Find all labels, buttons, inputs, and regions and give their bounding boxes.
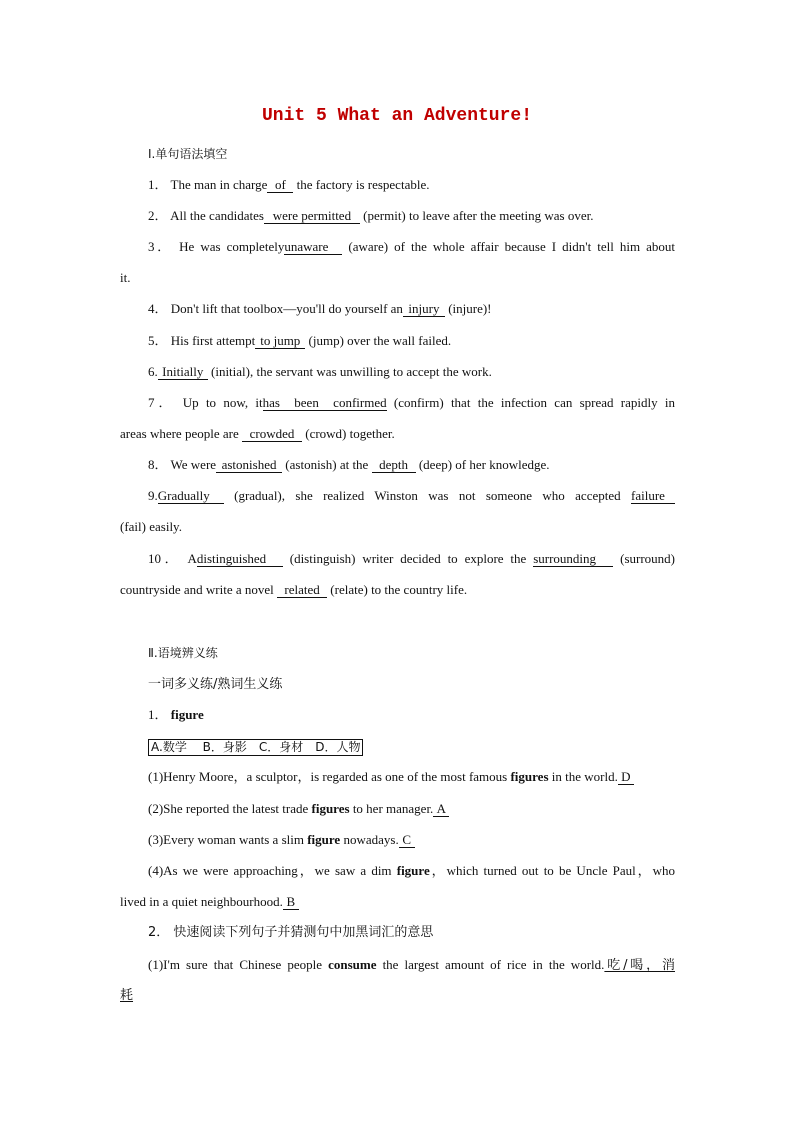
item-text: (jump) over the wall failed. <box>308 333 452 348</box>
exercise-item <box>148 487 675 505</box>
item-text: (permit) to leave after the meeting was over. <box>363 208 594 223</box>
sentence-text: the largest amount of rice in the world. <box>376 957 605 972</box>
sentence-item <box>148 862 675 880</box>
sentence-text: (4)As we were approaching，we saw a dim <box>148 863 397 878</box>
item-continuation: (fail) easily. <box>120 519 182 534</box>
sentence-text: (2)She reported the latest trade <box>148 801 312 816</box>
item-text: (initial), the servant was unwilling to accept the work. <box>211 364 492 379</box>
item-number: 5． <box>148 333 168 348</box>
sentence-item <box>148 800 675 818</box>
item-number: 4． <box>148 301 168 316</box>
exercise-item <box>148 456 675 474</box>
options-box: A.数学 B．身影 C．身材 D．人物 <box>148 739 363 756</box>
item-number: 3． <box>148 239 174 254</box>
answer-blank: depth <box>372 457 416 473</box>
exercise-item <box>148 176 675 194</box>
item-continuation <box>120 425 675 443</box>
answer-blank: astonished <box>216 457 282 473</box>
item-text: (confirm) that the infection can spread rapidly in <box>393 395 675 410</box>
item-text: the factory is respectable. <box>296 177 430 192</box>
exercise-item <box>148 394 675 412</box>
answer-blank: crowded <box>242 426 302 442</box>
item-text: (relate) to the country life. <box>330 582 468 597</box>
item-number: 1． <box>148 177 168 192</box>
sentence-item <box>148 956 675 975</box>
answer-blank: surrounding <box>533 551 613 567</box>
answer-blank: Initially <box>158 364 208 380</box>
instruction-text: 快速阅读下列句子并猜测句中加黑词汇的意思 <box>173 925 434 940</box>
sentence-text: nowadays. <box>340 832 399 847</box>
answer-blank: failure <box>631 488 675 504</box>
section-2-subheading: 一词多义练/熟词生义练 <box>148 677 283 692</box>
sentence-text: lived in a quiet neighbourhood. <box>120 894 283 909</box>
answer-blank: distinguished <box>197 551 283 567</box>
item-text: Up to now, it <box>182 395 263 410</box>
item-text: (surround) <box>620 551 675 566</box>
item-continuation <box>120 987 675 1005</box>
sentence-text: (1)Henry Moore，a sculptor，is regarded as one of the most famous <box>148 769 511 784</box>
item-number: 6. <box>148 364 158 379</box>
item-number: 10． <box>148 551 182 566</box>
item-continuation: it. <box>120 270 131 285</box>
bold-word: consume <box>328 957 377 972</box>
answer-blank: related <box>277 582 327 598</box>
item-text: areas where people are <box>120 426 239 441</box>
sentence-item <box>148 831 675 849</box>
sentence-text: ，which turned out to be Uncle Paul，who <box>429 863 675 878</box>
item-text: His first attempt <box>170 333 256 348</box>
item-continuation <box>120 893 675 911</box>
item-text: (astonish) at the <box>285 457 369 472</box>
sentence-text: (1)I'm sure that Chinese people <box>148 957 329 972</box>
answer-blank: unaware <box>284 239 342 255</box>
item-text: We were <box>170 457 217 472</box>
bold-word: figure <box>307 832 341 847</box>
item-text: All the candidates <box>170 208 264 223</box>
item-continuation <box>120 581 675 599</box>
item-text: The man in charge <box>170 177 268 192</box>
bold-word: figures <box>311 801 350 816</box>
item-number: 9. <box>148 488 158 503</box>
answer-blank: B <box>283 894 299 910</box>
answer-blank: D <box>618 769 634 785</box>
sentence-text: (3)Every woman wants a slim <box>148 832 308 847</box>
item-text: A <box>187 551 197 566</box>
answer-blank: Gradually <box>158 488 224 504</box>
exercise-item <box>148 300 675 318</box>
bold-word: figures <box>510 769 549 784</box>
item-text: (distinguish) writer decided to explore the <box>289 551 527 566</box>
item-number: 2． <box>148 925 170 940</box>
item-number: 2． <box>148 208 168 223</box>
item-text: countryside and write a novel <box>120 582 274 597</box>
exercise-item <box>148 363 675 381</box>
question-heading <box>148 706 675 724</box>
item-text: (injure)! <box>448 301 492 316</box>
answer-blank: of <box>267 177 293 193</box>
item-text: (aware) of the whole affair because I didn't tell him about <box>348 239 676 254</box>
answer-blank: injury <box>403 301 445 317</box>
section-2-heading: Ⅱ.语境辨义练 <box>148 646 218 660</box>
sentence-text: to her manager. <box>349 801 434 816</box>
item-number: 7． <box>148 395 176 410</box>
answer-blank: to jump <box>255 333 305 349</box>
item-text: He was completely <box>179 239 285 254</box>
answer-blank: 吃/喝，消 <box>604 958 675 973</box>
item-text: Don't lift that toolbox—you'll do yourself an <box>170 301 403 316</box>
answer-blank: were permitted <box>264 208 360 224</box>
exercise-item <box>148 207 675 225</box>
answer-blank: C <box>399 832 415 848</box>
target-word: figure <box>170 707 204 722</box>
answer-blank: 耗 <box>120 988 134 1003</box>
bold-word: figure <box>396 863 430 878</box>
item-number: 1． <box>148 707 168 722</box>
item-text: (deep) of her knowledge. <box>418 457 550 472</box>
answer-blank: has been confirmed <box>262 395 387 410</box>
exercise-item <box>148 550 675 568</box>
item-text: (crowd) together. <box>305 426 395 441</box>
sentence-text: in the world. <box>548 769 618 784</box>
item-text: (gradual), she realized Winston was not someone who accepted <box>234 488 621 503</box>
options-row <box>148 738 675 756</box>
question-heading <box>148 924 675 942</box>
item-number: 8． <box>148 457 168 472</box>
answer-blank: A <box>433 801 449 817</box>
page-title: Unit 5 What an Adventure! <box>261 106 533 126</box>
section-1-heading: Ⅰ.单句语法填空 <box>148 147 228 161</box>
sentence-item <box>148 768 675 786</box>
exercise-item <box>148 332 675 350</box>
exercise-item <box>148 238 675 256</box>
